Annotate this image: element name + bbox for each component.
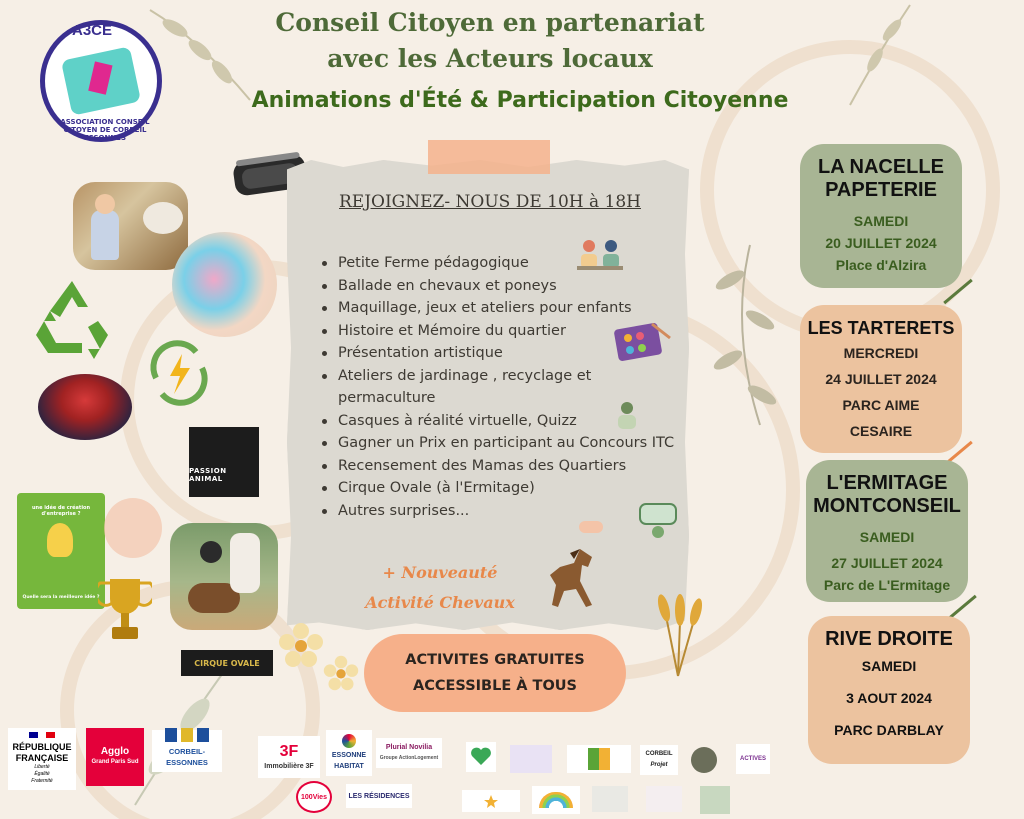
event-location: PARC AIME — [842, 397, 920, 413]
list-item: Histoire et Mémoire du quartier — [316, 320, 678, 343]
event-day: MERCREDI — [843, 345, 919, 361]
partner-logo — [700, 786, 730, 814]
trophy-icon — [98, 575, 152, 645]
corbeil-projet-line-2: Projet — [650, 762, 668, 768]
wheat-icon — [648, 592, 712, 678]
event-date: 24 JUILLET 2024 — [825, 371, 937, 387]
republique-motto-1: Liberté — [34, 764, 50, 770]
agglo-grand-paris-sud-logo — [86, 728, 144, 786]
kids-activity-icon — [575, 238, 625, 274]
event-location: Place d'Alzira — [835, 257, 927, 273]
logo-ring-text: ASSOCIATION CONSEIL CITOYEN DE CORBEIL ESSONNES — [60, 118, 150, 142]
list-item: Ballade en chevaux et poneys — [316, 275, 678, 298]
horse-icon — [540, 545, 602, 611]
paper-tape — [428, 140, 550, 174]
leaf-branch-icon — [690, 240, 790, 430]
event-date: 27 JUILLET 2024 — [831, 555, 943, 571]
list-item: Présentation artistique — [316, 342, 678, 365]
heart-partner-logo — [466, 742, 496, 772]
actives-text: ACTIVES — [739, 755, 766, 762]
free-activities-badge — [364, 634, 626, 712]
republique-francaise-logo — [8, 728, 76, 790]
plurial-novilia-logo — [376, 738, 442, 768]
gamepad-icon — [578, 518, 604, 536]
list-item: Ateliers de jardinage , recyclage et permaculture — [316, 365, 678, 410]
face-painting-photo — [172, 232, 277, 337]
list-item: Cirque Ovale (à l'Ermitage) — [316, 477, 678, 500]
farm-photo — [73, 182, 188, 270]
list-item: Autres surprises... — [316, 500, 678, 523]
event-location: Parc de L'Ermitage — [823, 577, 951, 593]
event-place: PAPETERIE — [825, 179, 937, 201]
immobiliere-mark: 3F — [279, 742, 299, 760]
event-day: SAMEDI — [859, 529, 915, 545]
agglo-name: Agglo — [100, 746, 130, 757]
event-card-ermitage — [806, 460, 968, 602]
corbeil-essonnes-logo — [152, 730, 222, 772]
event-card-tarterets — [800, 305, 962, 453]
partner-logo — [646, 786, 682, 812]
list-item: Maquillage, jeux et ateliers pour enfants — [316, 297, 678, 320]
decorative-blob — [104, 498, 162, 558]
vr-badge-icon — [636, 500, 680, 542]
poster-text: une idée de création d'entreprise ? — [31, 505, 91, 517]
republique-line-2: FRANÇAISE — [15, 753, 69, 763]
passion-animal-logo — [189, 427, 259, 497]
itc-contest-poster — [17, 493, 105, 609]
event-location: PARC DARBLAY — [834, 722, 944, 738]
new-feature-line: + Nouveauté — [382, 563, 498, 582]
heart-icon — [470, 747, 492, 767]
republique-motto-2: Égalité — [34, 771, 50, 777]
makeup-palette-icon — [612, 318, 672, 362]
list-item: Petite Ferme pédagogique — [316, 252, 678, 275]
immobiliere-3f-logo — [258, 736, 320, 778]
list-item: Recensement des Mamas des Quartiers — [316, 455, 678, 478]
essonne-habitat-logo — [326, 730, 372, 776]
list-item: Casques à réalité virtuelle, Quizz — [316, 410, 678, 433]
flower-icon — [278, 622, 324, 668]
event-place: LES TARTERETS — [807, 318, 955, 338]
rainbow-partner-logo — [532, 786, 580, 814]
corbeil-projet-line-1: CORBEIL — [645, 751, 673, 757]
event-card-rive-droite — [808, 616, 970, 764]
star-icon — [484, 794, 498, 808]
header-line-3: Animations d'Été & Participation Citoyenne — [251, 88, 789, 113]
free-line-2: ACCESSIBLE À TOUS — [413, 678, 577, 694]
cirque-ovale-text: CIRQUE OVALE — [194, 658, 260, 668]
immobiliere-text: Immobilière 3F — [264, 762, 314, 770]
agglo-sub: Grand Paris Sud — [91, 759, 139, 765]
residences-text: LES RÉSIDENCES — [348, 792, 410, 800]
partner-logo — [510, 745, 552, 773]
republique-motto-3: Fraternité — [31, 778, 53, 784]
header-line-1: Conseil Citoyen en partenariat — [275, 8, 705, 37]
logo-name: A3CE — [72, 22, 113, 39]
partner-logo — [462, 790, 520, 812]
essonne-line-2: HABITAT — [334, 763, 364, 770]
corbeil-projet-logo — [640, 745, 678, 775]
les-residences-logo — [346, 784, 412, 808]
header-line-2: avec les Acteurs locaux — [327, 44, 653, 73]
partner-logo — [567, 745, 631, 773]
new-feature-activity: Activité Chevaux — [365, 593, 515, 612]
flower-icon — [323, 655, 359, 691]
event-place: L'ERMITAGE — [826, 472, 948, 494]
pony-ride-photo — [170, 523, 278, 630]
event-day: SAMEDI — [861, 658, 917, 674]
energy-cycle-icon — [144, 338, 214, 408]
event-day: SAMEDI — [853, 213, 909, 229]
program-heading: REJOIGNEZ- NOUS DE 10H à 18H — [339, 192, 641, 212]
event-place: MONTCONSEIL — [813, 495, 961, 517]
circus-photo — [38, 374, 132, 440]
partner-logo — [592, 786, 628, 812]
plurial-sub: Groupe ActionLogement — [379, 755, 439, 761]
100vies-text: 100Vies — [301, 793, 327, 801]
activities-list — [316, 252, 678, 522]
list-item: Gagner un Prix en participant au Concours ITC — [316, 432, 678, 455]
event-date: 20 JUILLET 2024 — [825, 235, 937, 251]
cirque-ovale-logo — [181, 650, 273, 676]
essonne-line-1: ESSONNE — [331, 752, 367, 759]
plurial-name: Plurial Novilia — [385, 744, 433, 751]
actives-logo — [736, 744, 770, 774]
partner-logo — [690, 745, 718, 775]
event-place: LA NACELLE — [818, 156, 944, 178]
event-card-nacelle — [800, 144, 962, 288]
100vies-logo — [296, 781, 332, 813]
passion-animal-text: PASSION ANIMAL — [189, 467, 227, 483]
quiz-person-icon — [610, 398, 644, 432]
recycle-icon — [26, 275, 118, 359]
free-line-1: ACTIVITES GRATUITES — [405, 652, 585, 668]
poster-bottom-text: Quelle sera la meilleure idée ? — [22, 595, 100, 600]
event-place: RIVE DROITE — [825, 628, 953, 650]
leaf-branch-icon — [830, 0, 920, 110]
republique-line-1: RÉPUBLIQUE — [12, 742, 72, 752]
logo-map-icon — [61, 46, 141, 115]
event-location: CESAIRE — [849, 423, 913, 439]
corbeil-text: CORBEIL-ESSONNES — [166, 747, 208, 767]
event-date: 3 AOUT 2024 — [846, 690, 932, 706]
